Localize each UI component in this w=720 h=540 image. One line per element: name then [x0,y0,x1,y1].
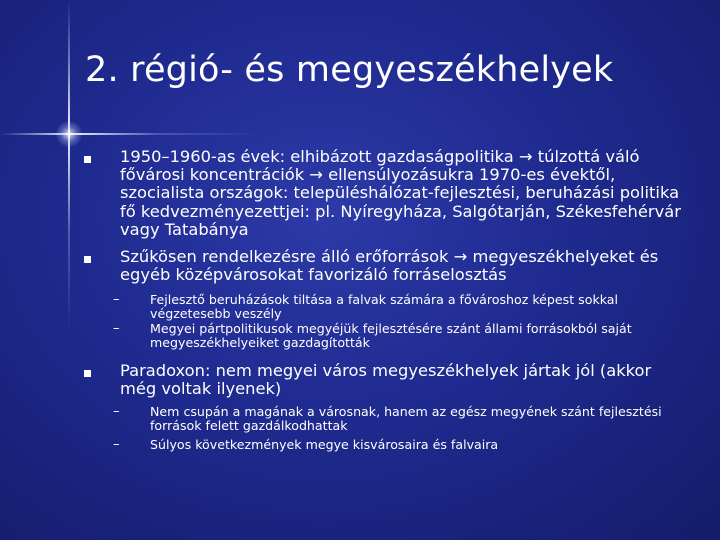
bullet-item: Paradoxon: nem megyei város megyeszékhelyek jártak jól (akkor még voltak ilyenek) [120,361,652,399]
sub-bullet-item: Nem csupán a magának a városnak, hanem az egész megyének szánt fejlesztési források felett gazdálkodhattak [150,404,662,434]
sub-bullet-item: Fejlesztő beruházások tiltása a falvak számára a fővároshoz képest sokkal végzetesebb veszély [150,292,619,322]
dash-bullet-icon: – [113,292,120,307]
dash-bullet-icon: – [113,404,120,419]
sub-bullet-item: Megyei pártpolitikusok megyéjük fejlesztésére szánt állami forrásokból saját megyeszékhelyeiket gazdagították [150,321,632,351]
sub-bullet-item: Súlyos következmények megye kisvárosaira és falvaira [150,437,499,452]
square-bullet-icon [84,256,91,263]
square-bullet-icon [84,370,91,377]
decorative-flare-vertical [68,0,70,330]
slide-title: 2. régió- és megyeszékhelyek [85,50,614,90]
dash-bullet-icon: – [113,321,120,336]
decorative-flare-horizontal [0,133,260,135]
bullet-item: 1950–1960-as évek: elhibázott gazdaságpolitika → túlzottá váló fővárosi koncentrációk → ellensúlyozásukra 1970-es évektől, szocialista országok: településhálózat-fejlesztési, beruházási politika fő kedvezményezettjei: pl. Nyíregyháza, Salgótarján, Székesfehérvár vagy Tatabánya [120,147,681,239]
square-bullet-icon [84,156,91,163]
bullet-item: Szűkösen rendelkezésre álló erőforrások → megyeszékhelyeket és egyéb középvárosokat favorizáló forráselosztás [120,247,659,285]
decorative-flare-glow [56,121,82,147]
dash-bullet-icon: – [113,437,120,452]
